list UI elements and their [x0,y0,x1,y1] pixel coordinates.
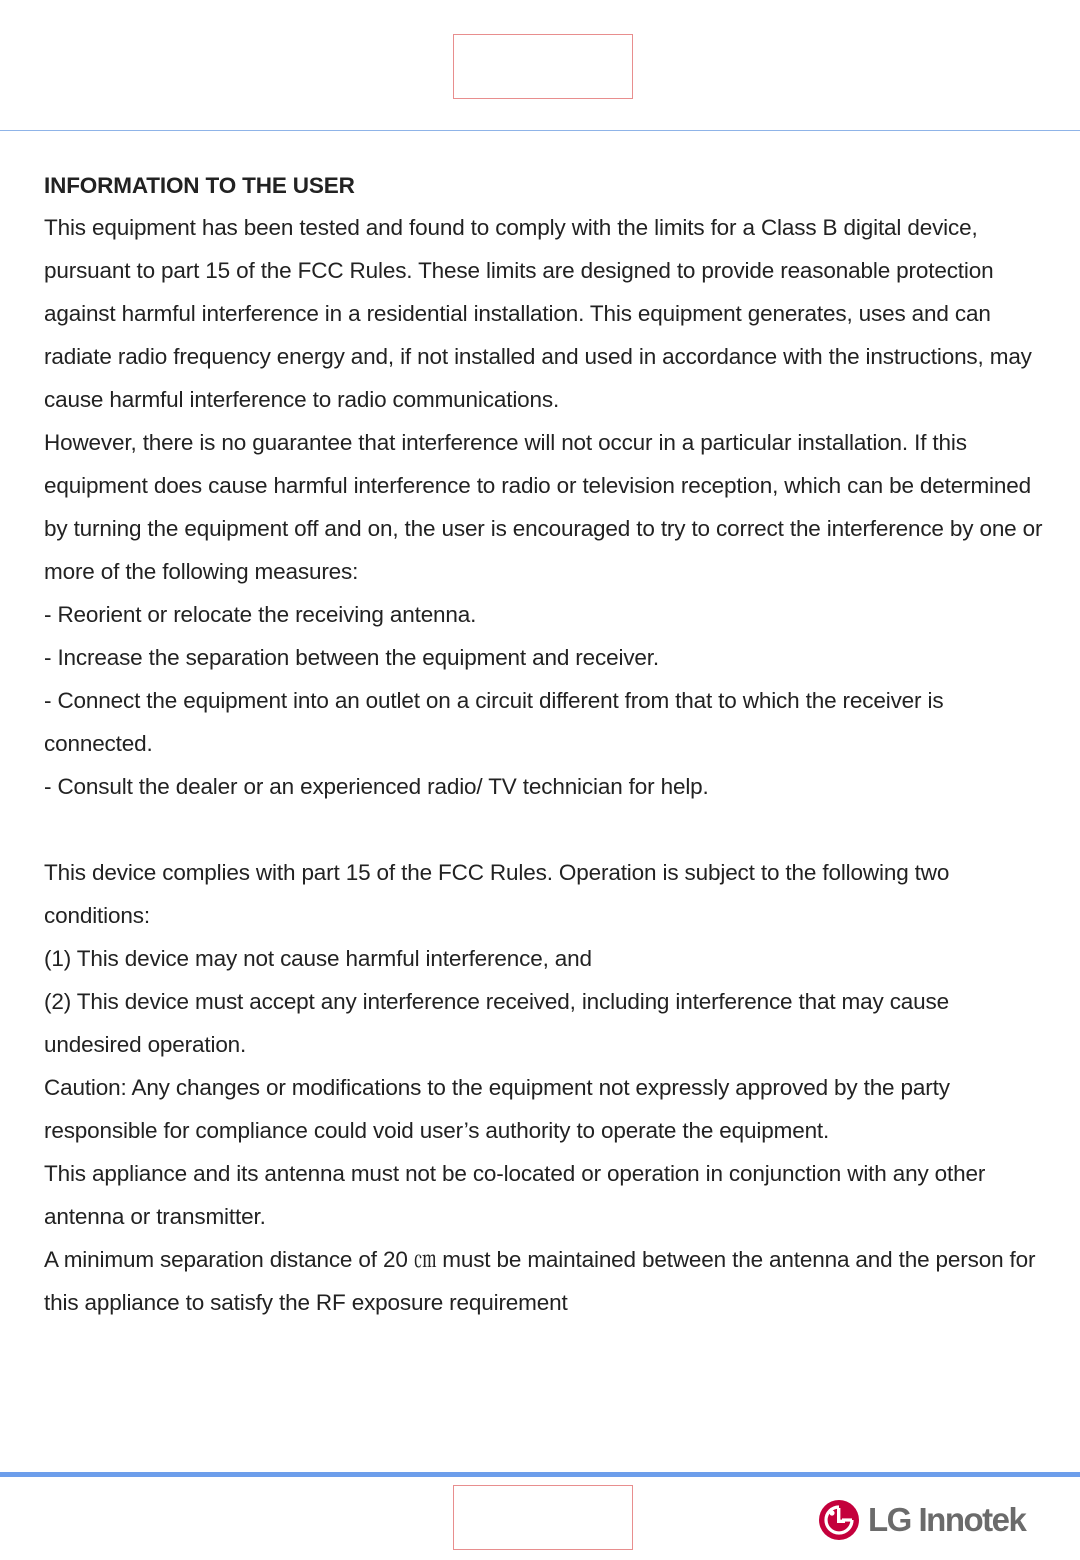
section-spacer [44,808,1044,851]
logo-wordmark: LG Innotek [868,1501,1026,1538]
paragraph: This device complies with part 15 of the FCC Rules. Operation is subject to the following two conditions: [44,860,950,928]
list-item: - Reorient or relocate the receiving antenna. [44,602,477,627]
document-body [44,166,1044,1324]
header-divider [0,130,1080,131]
section-part15-conditions [44,851,1044,1324]
footer-divider [0,1472,1080,1477]
list-item: - Increase the separation between the equipment and receiver. [44,645,659,670]
paragraph: This appliance and its antenna must not be co-located or operation in conjunction with any other antenna or transmitter. [44,1161,986,1229]
lg-innotek-logo [818,1498,1025,1542]
list-item: (2) This device must accept any interference received, including interference that may cause undesired operation. [44,989,949,1057]
page-title: INFORMATION TO THE USER [44,173,355,198]
list-item: - Connect the equipment into an outlet on a circuit different from that to which the receiver is connected. [44,688,944,756]
rf-exposure-paragraph: A minimum separation distance of 20 ㎝ must be maintained between the antenna and the person for this appliance to satisfy the RF exposure requirement [44,1247,1036,1315]
paragraph: This equipment has been tested and found to comply with the limits for a Class B digital device, pursuant to part 15 of the FCC Rules. These limits are designed to provide reasonable protection against harmful interference in a residential installation. This equipment generates, uses and can radiate radio frequency energy and, if not installed and used in accordance with the instructions, may cause harmful interference to radio communications. [44,215,1032,412]
lg-face-icon [818,1499,860,1541]
list-item: - Consult the dealer or an experienced radio/ TV technician for help. [44,774,709,799]
section-fcc-class-b [44,206,1044,808]
paragraph: However, there is no guarantee that interference will not occur in a particular installation. If this equipment does cause harmful interference to radio or television reception, which can be determined by turning the equipment off and on, the user is encouraged to try to correct the interference by one or more of the following measures: [44,430,1043,584]
footer-placeholder-box [453,1485,633,1550]
caution-paragraph: Caution: Any changes or modifications to the equipment not expressly approved by the party responsible for compliance could void user’s authority to operate the equipment. [44,1075,950,1143]
list-item: (1) This device may not cause harmful interference, and [44,946,592,971]
header-placeholder-box [453,34,633,99]
